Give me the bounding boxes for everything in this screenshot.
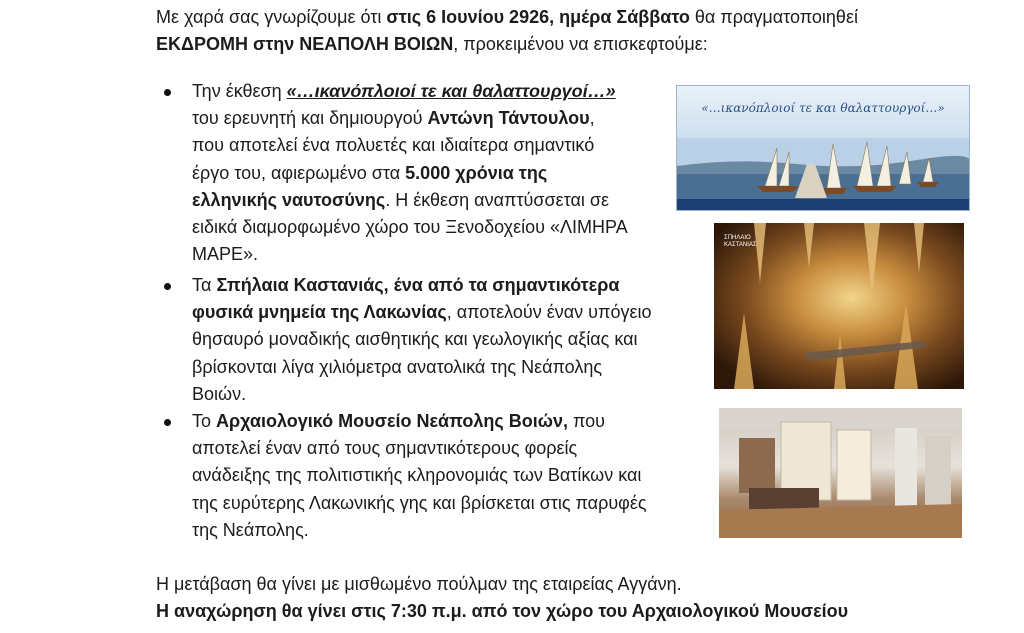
banner-footer-bar [677, 199, 969, 210]
list-item-text [192, 408, 647, 544]
text: . Η έκθεση αναπτύσσεται σε [385, 189, 609, 210]
text: θησαυρό μοναδικής αισθητικής και γεωλογικής αξίας και [192, 329, 638, 350]
bullet-icon [164, 89, 171, 96]
text: Την έκθεση [192, 81, 287, 101]
intro-paragraph [156, 4, 956, 58]
text: ανάδειξης της πολιτιστικής κληρονομιάς των Βατίκων και [192, 465, 642, 486]
intro-trip-title: ΕΚΔΡΟΜΗ στην ΝΕΑΠΟΛΗ ΒΟΙΩΝ [156, 34, 454, 54]
text: της Νεάπολης. [192, 519, 309, 540]
intro-date: στις 6 Ιουνίου 2926, ημέρα Σάββατο [386, 7, 690, 27]
footer-paragraph [156, 571, 976, 625]
text: , [589, 108, 595, 129]
cave-brand-text: ΚΑΣΤΑΝΙΑΣ [724, 242, 757, 248]
text: αποτελεί έναν από τους σημαντικότερους φορείς [192, 438, 578, 459]
departure-note: Η αναχώρηση θα γίνει στις 7:30 π.μ. από τον χώρο του Αρχαιολογικού Μουσείου [156, 601, 849, 621]
banner-title: «…ικανόπλοιοί τε και θαλαττουργοί…» [701, 101, 945, 115]
text: Το [192, 411, 217, 431]
archaeological-museum-image [719, 408, 962, 538]
kastania-cave-image [714, 223, 964, 389]
text: βρίσκονται λίγα χιλιόμετρα ανατολικά της Νεάπολης [192, 356, 603, 377]
text: Τα [192, 275, 217, 295]
text: ΜΑΡΕ». [192, 244, 259, 265]
text: του ερευνητή και δημιουργού [192, 108, 428, 129]
emphasis-text: φυσικά μνημεία της Λακωνίας [192, 302, 447, 323]
text: Βοιών. [192, 383, 247, 404]
text: της ευρύτερης Λακωνικής γης και βρίσκεται στις παρυφές [192, 492, 647, 513]
list-item-text [192, 272, 652, 408]
creator-name: Αντώνη Τάντουλου [427, 108, 590, 129]
emphasis-text: Αρχαιολογικό Μουσείο Νεάπολης Βοιών, [216, 411, 568, 431]
intro-text: , προκειμένου να επισκεφτούμε: [453, 34, 708, 54]
museum-illustration [719, 408, 962, 538]
text: που [567, 411, 605, 431]
text: που αποτελεί ένα πολυετές και ιδιαίτερα σημαντικό [192, 135, 595, 156]
bullet-icon [164, 419, 171, 426]
text: , αποτελούν έναν υπόγειο [446, 302, 652, 323]
intro-text: θα πραγματοποιηθεί [689, 7, 858, 27]
transport-note: Η μετάβαση θα γίνει με μισθωμένο πούλμαν της εταιρείας Αγγάνη. [156, 574, 682, 594]
emphasis-text: ελληνικής ναυτοσύνης [192, 189, 386, 210]
bullet-icon [164, 283, 171, 290]
cave-brand-text: ΣΠΗΛΑΙΟ [724, 235, 751, 241]
ships-illustration [677, 86, 969, 210]
exhibition-banner-image [676, 85, 970, 211]
cave-brand-logo [724, 235, 757, 249]
intro-text: Με χαρά σας γνωρίζουμε ότι [156, 7, 387, 27]
text: έργο του, αφιερωμένο στα [192, 162, 406, 183]
intro-line-2 [156, 31, 956, 58]
exhibition-title: «…ικανόπλοιοί τε και θαλαττουργοί…» [286, 81, 616, 101]
list-item-text [192, 78, 628, 268]
intro-line-1 [156, 4, 956, 31]
emphasis-text: Σπήλαια Καστανιάς, ένα από τα σημαντικότερα [216, 275, 620, 295]
text: ειδικά διαμορφωμένο χώρο του Ξενοδοχείου «ΛΙΜΗΡΑ [192, 217, 628, 238]
emphasis-text: 5.000 χρόνια της [405, 162, 548, 183]
